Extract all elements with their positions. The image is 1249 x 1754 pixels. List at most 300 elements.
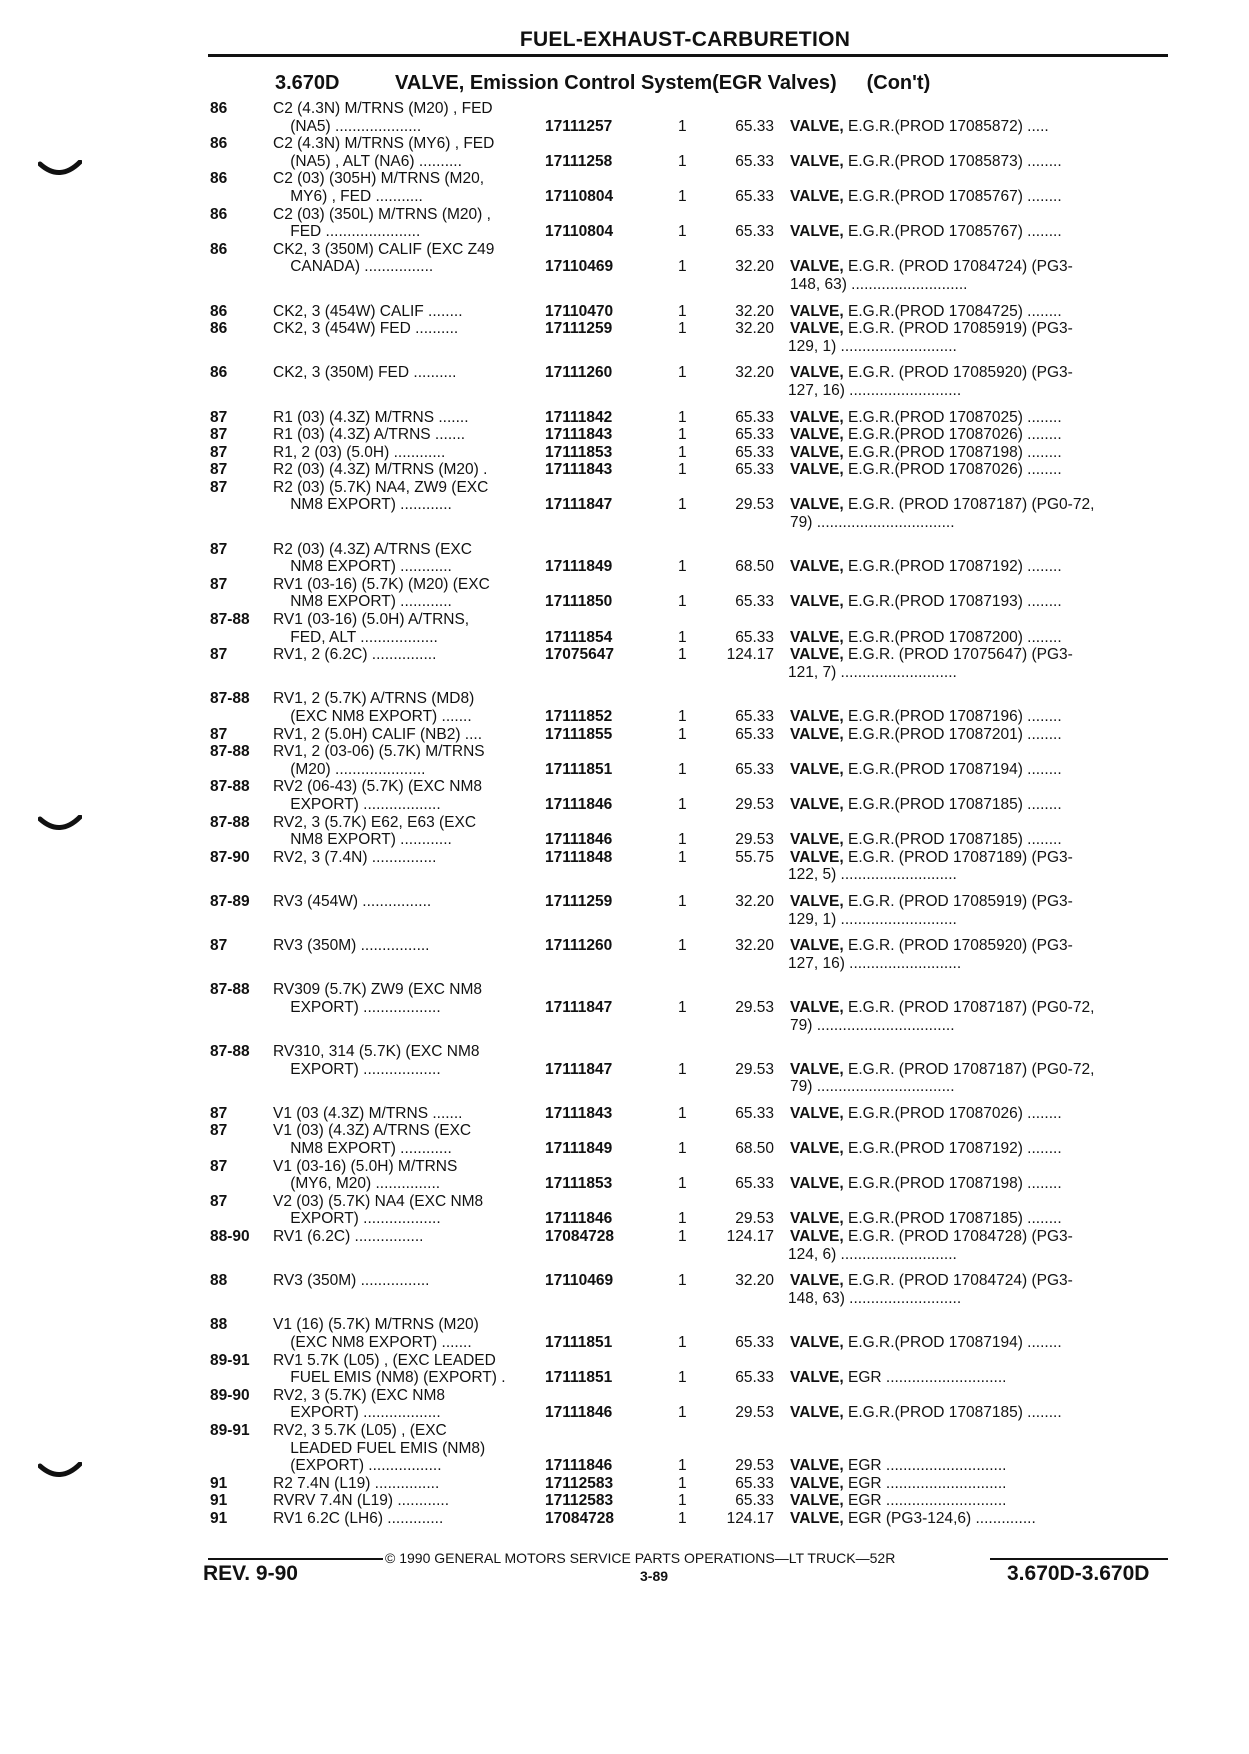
row-quantity xyxy=(670,866,708,884)
row-model-year xyxy=(210,338,273,356)
row-part-number xyxy=(545,1422,670,1440)
row-description: VALVE, E.G.R.(PROD 17087185) ........ xyxy=(790,831,1062,849)
row-model-year xyxy=(210,1210,273,1228)
row-application: R2 (03) (4.3Z) A/TRNS (EXC xyxy=(273,540,472,558)
row-spacer xyxy=(210,972,1170,981)
row-description: 122, 5) ........................... xyxy=(788,866,957,884)
row-description xyxy=(788,743,1170,761)
row-quantity: 1 xyxy=(678,892,687,910)
row-quantity: 1 xyxy=(678,1404,687,1422)
row-part-number xyxy=(545,1316,670,1334)
row-quantity xyxy=(670,135,708,153)
row-description: 148, 63) .......................... xyxy=(788,1289,962,1307)
row-spacer xyxy=(210,681,1170,690)
page-header-title: FUEL-EXHAUST-CARBURETION xyxy=(519,28,851,51)
row-description: 79) ................................ xyxy=(790,514,955,532)
row-part-number: 17111846 xyxy=(545,1457,613,1475)
empty-cell xyxy=(708,1017,788,1035)
row-application: EXPORT) .................. xyxy=(273,795,441,813)
row-model-year: 87-88 xyxy=(210,690,250,708)
row-part-number: 17110470 xyxy=(545,302,614,320)
row-part-number xyxy=(545,241,670,259)
row-price: 29.53 xyxy=(735,1210,774,1228)
row-quantity: 1 xyxy=(678,443,687,461)
row-quantity: 1 xyxy=(678,302,687,320)
row-model-year: 87 xyxy=(210,575,228,593)
row-quantity xyxy=(670,170,708,188)
row-quantity: 1 xyxy=(678,831,687,849)
empty-cell xyxy=(210,514,273,532)
row-application: EXPORT) .................. xyxy=(273,998,441,1016)
row-price: 65.33 xyxy=(735,708,774,725)
row-price xyxy=(708,690,788,708)
row-model-year: 86 xyxy=(210,240,228,258)
row-model-year xyxy=(210,796,273,814)
row-application: V1 (16) (5.7K) M/TRNS (M20) xyxy=(273,1316,479,1334)
row-model-year: 87 xyxy=(210,461,228,479)
table-row xyxy=(210,1158,1170,1193)
row-application: FED, ALT .................. xyxy=(273,628,438,646)
empty-cell xyxy=(708,1078,788,1096)
row-quantity xyxy=(670,382,708,400)
section-heading xyxy=(275,72,930,95)
row-part-number xyxy=(545,1352,670,1370)
row-part-number xyxy=(545,1158,670,1176)
row-description: VALVE, E.G.R.(PROD 17087185) ........ xyxy=(790,1404,1062,1422)
row-price xyxy=(708,743,788,761)
row-part-number: 17111855 xyxy=(545,725,613,743)
row-application: RV1 (03-16) (5.0H) A/TRNS, xyxy=(273,611,470,629)
row-model-year xyxy=(210,999,273,1017)
row-quantity: 1 xyxy=(678,1060,687,1078)
row-price: 29.53 xyxy=(735,831,774,849)
empty-cell xyxy=(273,514,545,532)
row-model-year xyxy=(210,866,273,884)
row-application: (EXPORT) ................. xyxy=(273,1457,442,1475)
row-description xyxy=(788,778,1170,796)
row-model-year xyxy=(210,955,273,973)
table-row xyxy=(210,241,1170,294)
row-price xyxy=(708,1193,788,1211)
footer-section-range: 3.670D-3.670D xyxy=(1007,1562,1150,1585)
table-row xyxy=(210,100,1170,135)
row-model-year xyxy=(210,382,273,400)
table-row xyxy=(210,576,1170,611)
row-description: 121, 7) ........................... xyxy=(788,663,957,681)
row-quantity xyxy=(670,1193,708,1211)
row-price: 65.33 xyxy=(735,1474,774,1492)
row-quantity xyxy=(670,911,708,929)
row-quantity xyxy=(670,955,708,973)
row-price: 65.33 xyxy=(735,1492,774,1510)
row-quantity xyxy=(670,338,708,356)
row-application: (NA5) .................... xyxy=(273,117,422,135)
row-quantity xyxy=(670,1043,708,1061)
row-price xyxy=(708,1316,788,1334)
row-part-number: 17111847 xyxy=(545,1060,613,1078)
row-quantity xyxy=(670,576,708,594)
table-row xyxy=(210,426,1170,444)
row-application: FED ...................... xyxy=(273,223,421,241)
row-quantity xyxy=(670,1440,708,1458)
table-row xyxy=(210,364,1170,399)
row-part-number: 17111853 xyxy=(545,443,613,461)
row-description: VALVE, E.G.R.(PROD 17087026) ........ xyxy=(790,1104,1062,1122)
row-model-year: 91 xyxy=(210,1509,228,1527)
table-row xyxy=(210,1316,1170,1351)
row-description: VALVE, E.G.R.(PROD 17085872) ..... xyxy=(790,117,1049,135)
row-quantity: 1 xyxy=(678,152,687,170)
row-description: VALVE, E.G.R. (PROD 17085919) (PG3- xyxy=(790,320,1073,338)
table-row xyxy=(210,611,1170,646)
row-description: VALVE, E.G.R.(PROD 17087198) ........ xyxy=(790,443,1062,461)
table-row xyxy=(210,135,1170,170)
row-price: 124.17 xyxy=(726,1509,774,1527)
row-description xyxy=(788,135,1170,153)
row-part-number: 17111846 xyxy=(545,795,613,813)
row-quantity xyxy=(670,1122,708,1140)
row-application: RV2, 3 5.7K (L05) , (EXC xyxy=(273,1421,447,1439)
row-price xyxy=(708,206,788,224)
row-description: VALVE, E.G.R.(PROD 17085767) ........ xyxy=(790,223,1062,241)
row-model-year: 89-91 xyxy=(210,1421,250,1439)
row-model-year: 87-88 xyxy=(210,981,250,999)
row-quantity xyxy=(670,100,708,118)
row-description: VALVE, E.G.R.(PROD 17087200) ........ xyxy=(790,628,1062,646)
row-quantity: 1 xyxy=(678,558,687,576)
row-description: VALVE, EGR ............................ xyxy=(790,1369,1007,1387)
row-model-year xyxy=(210,831,273,849)
row-application: C2 (4.3N) M/TRNS (MY6) , FED xyxy=(273,135,495,153)
row-part-number xyxy=(545,1122,670,1140)
row-part-number: 17110469 xyxy=(545,258,614,276)
row-application: (M20) ..................... xyxy=(273,760,426,778)
row-price: 65.33 xyxy=(735,187,774,205)
row-quantity: 1 xyxy=(678,258,687,276)
row-price: 65.33 xyxy=(735,1334,774,1351)
row-model-year xyxy=(210,558,273,576)
row-quantity: 1 xyxy=(678,1334,687,1351)
row-part-number: 17110804 xyxy=(545,187,614,205)
row-part-number: 17111854 xyxy=(545,628,613,646)
row-model-year: 86 xyxy=(210,364,228,382)
row-part-number xyxy=(545,382,670,400)
row-price: 124.17 xyxy=(726,646,774,664)
row-description: VALVE, EGR (PG3-124,6) .............. xyxy=(790,1509,1036,1527)
table-row xyxy=(210,170,1170,205)
row-application xyxy=(273,1290,545,1308)
row-model-year xyxy=(210,223,273,241)
row-description: VALVE, E.G.R.(PROD 17087198) ........ xyxy=(790,1175,1062,1193)
row-part-number xyxy=(545,1387,670,1405)
row-price: 55.75 xyxy=(735,848,774,866)
row-quantity: 1 xyxy=(678,1457,687,1475)
row-quantity: 1 xyxy=(678,725,687,743)
row-description xyxy=(788,1158,1170,1176)
table-row xyxy=(210,444,1170,462)
row-application: RV1, 2 (6.2C) ............... xyxy=(273,646,437,664)
row-quantity: 1 xyxy=(678,848,687,866)
row-description: VALVE, E.G.R.(PROD 17084725) ........ xyxy=(790,302,1062,320)
row-model-year xyxy=(210,629,273,647)
row-model-year: 87 xyxy=(210,408,228,426)
row-price xyxy=(708,911,788,929)
row-model-year: 86 xyxy=(210,302,228,320)
row-price: 65.33 xyxy=(735,725,774,743)
row-description xyxy=(788,1316,1170,1334)
row-quantity: 1 xyxy=(678,187,687,205)
row-price: 32.20 xyxy=(735,1272,774,1290)
row-quantity: 1 xyxy=(678,628,687,646)
table-row xyxy=(210,690,1170,725)
empty-cell xyxy=(210,1078,273,1096)
table-row xyxy=(210,1043,1170,1096)
row-quantity xyxy=(670,778,708,796)
row-model-year: 87 xyxy=(210,1157,228,1175)
row-description: VALVE, E.G.R. (PROD 17087187) (PG0-72, xyxy=(790,1060,1095,1078)
row-application: NM8 EXPORT) ............ xyxy=(273,496,452,514)
table-row xyxy=(210,1492,1170,1510)
row-quantity: 1 xyxy=(678,708,687,725)
row-model-year xyxy=(210,593,273,611)
row-part-number xyxy=(545,981,670,999)
row-part-number xyxy=(545,814,670,832)
row-part-number xyxy=(545,664,670,682)
row-quantity: 1 xyxy=(678,1369,687,1387)
row-price xyxy=(708,170,788,188)
row-price: 32.20 xyxy=(735,320,774,338)
row-spacer xyxy=(210,1096,1170,1105)
row-spacer xyxy=(210,884,1170,893)
row-application: LEADED FUEL EMIS (NM8) xyxy=(273,1439,486,1457)
row-quantity xyxy=(670,206,708,224)
empty-cell xyxy=(545,514,670,532)
row-application xyxy=(273,338,545,356)
section-number: 3.670D xyxy=(275,72,340,94)
row-price: 65.33 xyxy=(735,593,774,611)
row-quantity xyxy=(670,541,708,559)
row-price: 68.50 xyxy=(735,558,774,576)
row-application xyxy=(273,866,545,884)
row-price: 29.53 xyxy=(735,496,774,514)
row-description: VALVE, E.G.R.(PROD 17087026) ........ xyxy=(790,461,1062,479)
empty-cell xyxy=(545,1017,670,1035)
row-price xyxy=(708,576,788,594)
empty-cell xyxy=(708,514,788,532)
row-quantity xyxy=(670,664,708,682)
row-spacer xyxy=(210,928,1170,937)
row-price: 65.33 xyxy=(735,628,774,646)
row-part-number: 17110804 xyxy=(545,223,614,241)
row-description: VALVE, E.G.R. (PROD 17084724) (PG3- xyxy=(790,1272,1073,1290)
footer-revision: REV. 9-90 xyxy=(203,1562,298,1585)
row-model-year xyxy=(210,761,273,779)
row-model-year xyxy=(210,1457,273,1475)
table-row xyxy=(210,409,1170,427)
row-price xyxy=(708,1246,788,1264)
table-row xyxy=(210,1510,1170,1528)
row-description xyxy=(788,981,1170,999)
row-application: RV3 (350M) ................ xyxy=(273,937,430,955)
row-application: R2 (03) (4.3Z) M/TRNS (M20) . xyxy=(273,461,488,479)
row-quantity: 1 xyxy=(678,426,687,444)
table-row xyxy=(210,206,1170,241)
row-model-year xyxy=(210,911,273,929)
row-price xyxy=(708,981,788,999)
punch-hole-mark xyxy=(38,160,82,182)
row-application: (MY6, M20) ............... xyxy=(273,1175,441,1193)
row-model-year xyxy=(210,1334,273,1352)
row-application: RV310, 314 (5.7K) (EXC NM8 xyxy=(273,1043,480,1061)
row-price: 32.20 xyxy=(735,258,774,276)
row-part-number: 17111259 xyxy=(545,320,613,338)
row-price: 65.33 xyxy=(735,760,774,778)
row-model-year: 87 xyxy=(210,540,228,558)
row-quantity xyxy=(670,814,708,832)
row-model-year xyxy=(210,1061,273,1079)
row-application xyxy=(273,955,545,973)
row-application: R1 (03) (4.3Z) A/TRNS ....... xyxy=(273,426,466,444)
row-price xyxy=(708,1043,788,1061)
row-quantity: 1 xyxy=(678,1140,687,1158)
row-application: (EXC NM8 EXPORT) ....... xyxy=(273,708,472,725)
row-model-year xyxy=(210,188,273,206)
row-application: NM8 EXPORT) ............ xyxy=(273,593,452,611)
row-application: (EXC NM8 EXPORT) ....... xyxy=(273,1334,472,1351)
empty-cell xyxy=(670,514,708,532)
row-application: EXPORT) .................. xyxy=(273,1404,441,1422)
empty-cell xyxy=(670,1017,708,1035)
row-price xyxy=(708,382,788,400)
row-model-year: 87 xyxy=(210,443,228,461)
row-application: R1, 2 (03) (5.0H) ............ xyxy=(273,443,446,461)
row-model-year: 87 xyxy=(210,426,228,444)
row-quantity xyxy=(670,611,708,629)
empty-cell xyxy=(210,276,273,294)
row-description: VALVE, E.G.R. (PROD 17085920) (PG3- xyxy=(790,364,1073,382)
empty-cell xyxy=(545,1078,670,1096)
row-application: RV3 (350M) ................ xyxy=(273,1272,430,1290)
row-description: VALVE, E.G.R. (PROD 17085919) (PG3- xyxy=(790,892,1073,910)
table-row xyxy=(210,320,1170,355)
row-price: 65.33 xyxy=(735,152,774,170)
row-part-number xyxy=(545,135,670,153)
row-part-number: 17111849 xyxy=(545,558,613,576)
row-description: VALVE, E.G.R.(PROD 17087025) ........ xyxy=(790,408,1062,426)
row-description xyxy=(788,1122,1170,1140)
row-description xyxy=(788,479,1170,497)
row-quantity: 1 xyxy=(678,223,687,241)
row-application: C2 (4.3N) M/TRNS (M20) , FED xyxy=(273,100,493,117)
row-quantity xyxy=(670,1158,708,1176)
row-quantity: 1 xyxy=(678,496,687,514)
row-application: RV1, 2 (5.0H) CALIF (NB2) .... xyxy=(273,725,483,743)
row-quantity: 1 xyxy=(678,461,687,479)
table-row xyxy=(210,1105,1170,1123)
row-application: RV2 (06-43) (5.7K) (EXC NM8 xyxy=(273,778,483,796)
row-model-year xyxy=(210,664,273,682)
row-price: 65.33 xyxy=(735,1369,774,1387)
row-spacer xyxy=(210,294,1170,303)
row-model-year: 86 xyxy=(210,205,228,223)
row-application: CK2, 3 (454W) FED .......... xyxy=(273,320,459,338)
table-row xyxy=(210,743,1170,778)
row-price: 32.20 xyxy=(735,937,774,955)
row-application xyxy=(273,911,545,929)
row-model-year: 91 xyxy=(210,1474,228,1492)
row-description xyxy=(788,1043,1170,1061)
row-description: 124, 6) ........................... xyxy=(788,1245,957,1263)
row-price xyxy=(708,1422,788,1440)
row-model-year: 87 xyxy=(210,725,228,743)
row-application xyxy=(273,1246,545,1264)
row-description: VALVE, EGR ............................ xyxy=(790,1474,1007,1492)
row-model-year xyxy=(210,1440,273,1458)
row-price xyxy=(708,479,788,497)
row-part-number xyxy=(545,1290,670,1308)
row-spacer xyxy=(210,532,1170,541)
table-row xyxy=(210,778,1170,813)
row-price xyxy=(708,814,788,832)
row-description: VALVE, E.G.R.(PROD 17087026) ........ xyxy=(790,426,1062,444)
row-quantity: 1 xyxy=(678,795,687,813)
row-application: RV1 (6.2C) ................ xyxy=(273,1228,424,1246)
row-description xyxy=(788,611,1170,629)
table-row xyxy=(210,1228,1170,1263)
row-quantity: 1 xyxy=(678,1175,687,1193)
row-part-number xyxy=(545,1193,670,1211)
row-price xyxy=(708,1158,788,1176)
row-application: RV2, 3 (5.7K) E62, E63 (EXC xyxy=(273,813,477,831)
row-application: RV309 (5.7K) ZW9 (EXC NM8 xyxy=(273,981,483,999)
row-price: 124.17 xyxy=(726,1228,774,1246)
row-quantity: 1 xyxy=(678,1228,687,1246)
row-application: RV1, 2 (5.7K) A/TRNS (MD8) xyxy=(273,690,475,708)
row-description xyxy=(788,576,1170,594)
row-quantity: 1 xyxy=(678,593,687,611)
row-quantity xyxy=(670,1316,708,1334)
row-price: 65.33 xyxy=(735,408,774,426)
section-title: VALVE, Emission Control System(EGR Valves) xyxy=(395,72,837,94)
row-part-number xyxy=(545,1043,670,1061)
row-description xyxy=(788,241,1170,259)
row-quantity xyxy=(670,241,708,259)
empty-cell xyxy=(273,1017,545,1035)
row-model-year: 86 xyxy=(210,170,228,188)
row-application: RV1 6.2C (LH6) ............. xyxy=(273,1509,444,1527)
empty-cell xyxy=(210,1017,273,1035)
row-quantity: 1 xyxy=(678,408,687,426)
row-model-year xyxy=(210,1246,273,1264)
row-description: VALVE, E.G.R.(PROD 17087194) ........ xyxy=(790,760,1062,778)
row-part-number xyxy=(545,611,670,629)
row-price: 29.53 xyxy=(735,1457,774,1475)
row-model-year xyxy=(210,1175,273,1193)
row-part-number xyxy=(545,1440,670,1458)
row-model-year xyxy=(210,1140,273,1158)
row-part-number: 17075647 xyxy=(545,646,614,664)
empty-cell xyxy=(545,276,670,294)
row-part-number xyxy=(545,206,670,224)
parts-table xyxy=(210,100,1170,1528)
row-part-number: 17111260 xyxy=(545,364,613,382)
row-part-number: 17111847 xyxy=(545,998,613,1016)
row-application: (NA5) , ALT (NA6) .......... xyxy=(273,152,462,170)
row-description xyxy=(788,1422,1170,1440)
row-part-number: 17111851 xyxy=(545,1369,613,1387)
empty-cell xyxy=(273,1078,545,1096)
empty-cell xyxy=(273,276,545,294)
